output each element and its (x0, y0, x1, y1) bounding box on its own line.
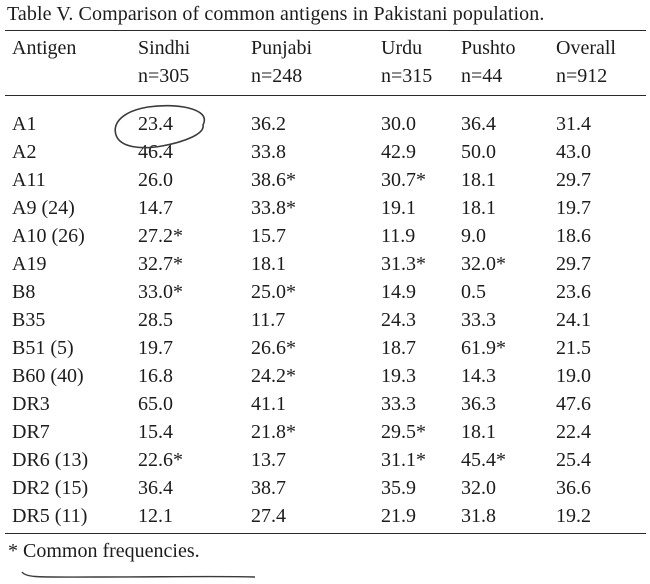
header-label: Urdu (381, 37, 423, 59)
frequency-cell: 36.4 (461, 113, 496, 135)
frequency-cell: 36.3 (461, 393, 496, 415)
frequency-cell: 22.6* (138, 449, 183, 471)
table-body (0, 110, 650, 530)
frequency-cell: 24.3 (381, 309, 416, 331)
frequency-cell: 24.2* (251, 365, 296, 387)
frequency-cell: 32.0 (461, 477, 496, 499)
table-row (0, 502, 650, 530)
frequency-cell: 19.3 (381, 365, 416, 387)
frequency-cell: 31.1* (381, 449, 426, 471)
antigen-cell: DR2 (15) (12, 477, 89, 499)
frequency-cell: 18.6 (556, 225, 591, 247)
frequency-cell: 32.7* (138, 253, 183, 275)
antigen-cell: B60 (40) (12, 365, 84, 387)
frequency-cell: 33.8* (251, 197, 296, 219)
frequency-cell: 15.7 (251, 225, 286, 247)
frequency-cell: 50.0 (461, 141, 496, 163)
frequency-cell: 14.3 (461, 365, 496, 387)
frequency-cell: 0.5 (461, 281, 486, 303)
frequency-cell: 47.6 (556, 393, 591, 415)
frequency-cell: 41.1 (251, 393, 286, 415)
frequency-cell: 36.4 (138, 477, 173, 499)
frequency-cell: 31.3* (381, 253, 426, 275)
header-urdu (381, 34, 432, 90)
antigen-cell: B35 (12, 309, 46, 331)
frequency-cell: 19.1 (381, 197, 416, 219)
table-title: Table V. Comparison of common antigens in Pakistani population. (7, 3, 545, 25)
frequency-cell: 11.7 (251, 309, 286, 331)
frequency-cell: 28.5 (138, 309, 173, 331)
frequency-cell: 33.3 (461, 309, 496, 331)
header-sample-size: n=315 (381, 65, 433, 87)
frequency-cell: 36.6 (556, 477, 591, 499)
table-row (0, 138, 650, 166)
frequency-cell: 32.0* (461, 253, 506, 275)
header-sample-size: n=912 (556, 65, 608, 87)
frequency-cell: 65.0 (138, 393, 173, 415)
antigen-cell: A9 (24) (12, 197, 75, 219)
table-row (0, 194, 650, 222)
table-row (0, 222, 650, 250)
table-row (0, 166, 650, 194)
frequency-cell: 21.5 (556, 337, 591, 359)
antigen-cell: DR6 (13) (12, 449, 89, 471)
table-bottom-rule (5, 533, 646, 534)
frequency-cell: 27.2* (138, 225, 183, 247)
header-sindhi (138, 34, 190, 90)
footnote: * Common frequencies. (8, 540, 200, 562)
frequency-cell: 29.7 (556, 253, 591, 275)
antigen-cell: A19 (12, 253, 47, 275)
frequency-cell: 33.3 (381, 393, 416, 415)
header-sample-size: n=305 (138, 65, 190, 87)
header-sample-size: n=44 (461, 65, 503, 87)
antigen-cell: A11 (12, 169, 46, 191)
antigen-cell: A10 (26) (12, 225, 85, 247)
header-label: Sindhi (138, 37, 191, 59)
antigen-cell: DR5 (11) (12, 505, 88, 527)
frequency-cell: 21.9 (381, 505, 416, 527)
header-label: Overall (556, 37, 616, 59)
frequency-cell: 12.1 (138, 505, 173, 527)
table-row (0, 334, 650, 362)
antigen-cell: B51 (5) (12, 337, 74, 359)
frequency-cell: 14.7 (138, 197, 173, 219)
header-label: Pushto (461, 37, 516, 59)
frequency-cell: 18.1 (461, 169, 496, 191)
table-row (0, 390, 650, 418)
antigen-cell: A1 (12, 113, 37, 135)
header-antigen (12, 34, 76, 62)
frequency-cell: 43.0 (556, 141, 591, 163)
header-label: Antigen (12, 37, 77, 59)
frequency-cell: 9.0 (461, 225, 486, 247)
frequency-cell: 13.7 (251, 449, 286, 471)
frequency-cell: 42.9 (381, 141, 416, 163)
table-row (0, 474, 650, 502)
pen-underline-mark (22, 572, 255, 577)
header-sample-size: n=248 (251, 65, 303, 87)
table-row (0, 362, 650, 390)
frequency-cell: 15.4 (138, 421, 173, 443)
frequency-cell: 18.1 (461, 421, 496, 443)
frequency-cell: 19.2 (556, 505, 591, 527)
frequency-cell: 19.7 (556, 197, 591, 219)
frequency-cell: 22.4 (556, 421, 591, 443)
frequency-cell: 11.9 (381, 225, 416, 247)
frequency-cell: 29.7 (556, 169, 591, 191)
frequency-cell: 26.0 (138, 169, 173, 191)
frequency-cell: 35.9 (381, 477, 416, 499)
frequency-cell: 25.4 (556, 449, 591, 471)
header-pushto (461, 34, 515, 90)
frequency-cell: 14.9 (381, 281, 416, 303)
frequency-cell: 18.1 (461, 197, 496, 219)
table-row (0, 306, 650, 334)
antigen-cell: DR3 (12, 393, 50, 415)
frequency-cell: 19.0 (556, 365, 591, 387)
frequency-cell: 33.8 (251, 141, 286, 163)
frequency-cell: 19.7 (138, 337, 173, 359)
table-row (0, 418, 650, 446)
frequency-cell: 31.8 (461, 505, 496, 527)
frequency-cell: 27.4 (251, 505, 286, 527)
antigen-cell: A2 (12, 141, 37, 163)
frequency-cell: 33.0* (138, 281, 183, 303)
frequency-cell: 38.7 (251, 477, 286, 499)
frequency-cell: 46.4 (138, 141, 173, 163)
frequency-cell: 30.7* (381, 169, 426, 191)
frequency-cell: 36.2 (251, 113, 286, 135)
frequency-cell: 16.8 (138, 365, 173, 387)
frequency-cell: 18.7 (381, 337, 416, 359)
frequency-cell: 26.6* (251, 337, 296, 359)
frequency-cell: 45.4* (461, 449, 506, 471)
frequency-cell: 23.6 (556, 281, 591, 303)
antigen-cell: B8 (12, 281, 36, 303)
frequency-cell: 23.4 (138, 113, 173, 135)
frequency-cell: 38.6* (251, 169, 296, 191)
table-row (0, 250, 650, 278)
table-top-rule (5, 30, 646, 31)
frequency-cell: 29.5* (381, 421, 426, 443)
frequency-cell: 24.1 (556, 309, 591, 331)
table-row (0, 278, 650, 306)
header-overall (556, 34, 616, 90)
header-punjabi (251, 34, 312, 90)
frequency-cell: 30.0 (381, 113, 416, 135)
table-row (0, 110, 650, 138)
table-row (0, 446, 650, 474)
antigen-cell: DR7 (12, 421, 50, 443)
frequency-cell: 61.9* (461, 337, 506, 359)
table-header-rule (5, 95, 646, 96)
frequency-cell: 25.0* (251, 281, 296, 303)
frequency-cell: 18.1 (251, 253, 286, 275)
frequency-cell: 21.8* (251, 421, 296, 443)
frequency-cell: 31.4 (556, 113, 591, 135)
header-label: Punjabi (251, 37, 313, 59)
